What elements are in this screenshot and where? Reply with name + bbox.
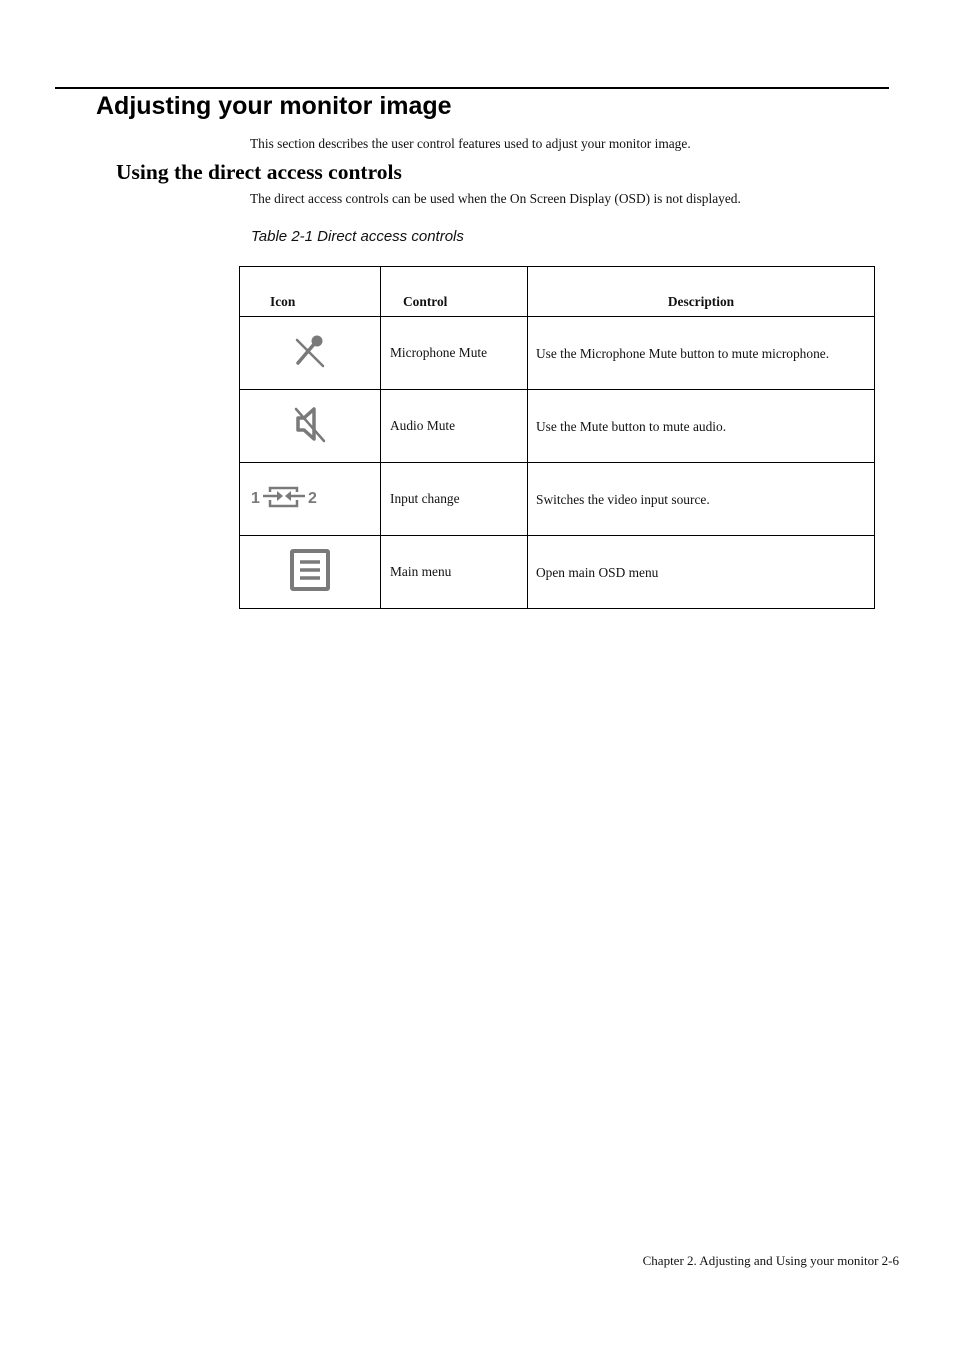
header-description: Description xyxy=(528,267,875,317)
table-header-row xyxy=(240,267,875,317)
table-row xyxy=(240,317,875,390)
input-icon-label-left: 1 xyxy=(251,490,260,507)
table-caption: Table 2-1 Direct access controls xyxy=(251,228,464,245)
header-icon: Icon xyxy=(240,267,381,317)
control-name: Audio Mute xyxy=(381,390,528,463)
microphone-mute-icon xyxy=(290,331,330,375)
table-row xyxy=(240,463,875,536)
icon-cell xyxy=(240,463,381,536)
control-name: Input change xyxy=(381,463,528,536)
page-footer: Chapter 2. Adjusting and Using your monitor 2-6 xyxy=(642,1253,899,1268)
page-title: Adjusting your monitor image xyxy=(96,92,452,120)
table-row xyxy=(240,536,875,609)
audio-mute-icon xyxy=(290,403,330,449)
section-intro: This section describes the user control features used to adjust your monitor image. xyxy=(250,136,691,151)
control-description: Use the Mute button to mute audio. xyxy=(528,390,875,463)
input-change-icon xyxy=(250,482,322,516)
main-menu-icon xyxy=(289,548,331,596)
icon-cell xyxy=(240,536,381,609)
control-description: Switches the video input source. xyxy=(528,463,875,536)
icon-cell xyxy=(240,390,381,463)
control-description: Use the Microphone Mute button to mute microphone. xyxy=(528,317,875,390)
input-icon-label-right: 2 xyxy=(308,490,317,507)
control-description: Open main OSD menu xyxy=(528,536,875,609)
header-control: Control xyxy=(381,267,528,317)
subsection-intro: The direct access controls can be used when the On Screen Display (OSD) is not displayed. xyxy=(250,191,741,206)
control-name: Microphone Mute xyxy=(381,317,528,390)
section-heading: Using the direct access controls xyxy=(116,160,402,184)
icon-cell xyxy=(240,317,381,390)
control-name: Main menu xyxy=(381,536,528,609)
table-row xyxy=(240,390,875,463)
direct-access-controls-table xyxy=(239,266,875,609)
